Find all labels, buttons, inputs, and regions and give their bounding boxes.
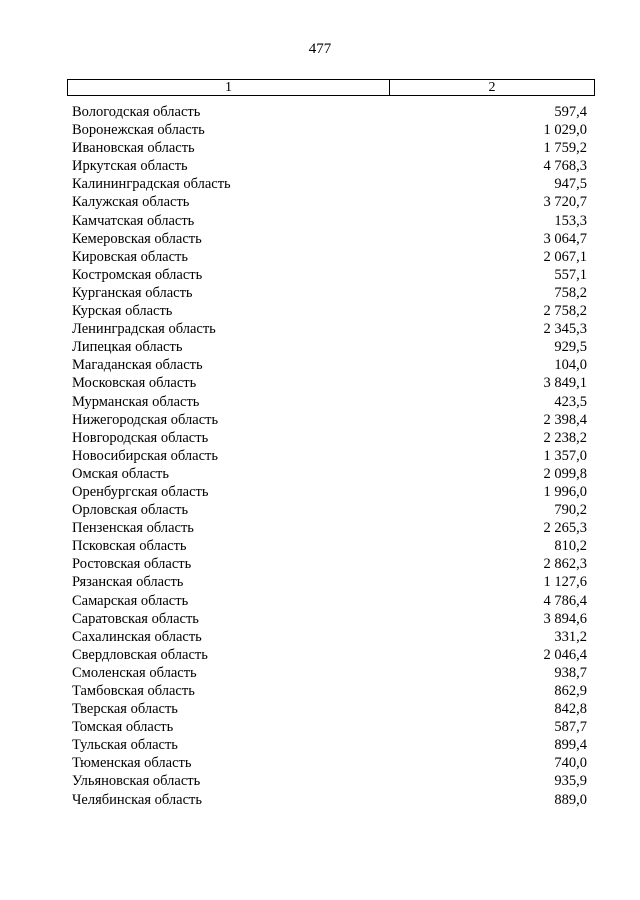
table-row <box>0 519 640 537</box>
table-row <box>0 320 640 338</box>
table-row <box>0 718 640 736</box>
region-value: 2 345,3 <box>543 321 587 338</box>
table-row <box>0 483 640 501</box>
region-name: Курская область <box>72 303 173 320</box>
region-name: Московская область <box>72 375 197 392</box>
region-name: Омская область <box>72 465 169 482</box>
table-row <box>0 646 640 664</box>
table-row <box>0 266 640 284</box>
region-value: 889,0 <box>554 791 587 808</box>
region-name: Кемеровская область <box>72 230 202 247</box>
region-name: Самарская область <box>72 592 189 609</box>
region-name: Калужская область <box>72 194 190 211</box>
region-name: Сахалинская область <box>72 628 202 645</box>
table-row <box>0 736 640 754</box>
region-name: Тульская область <box>72 737 178 754</box>
region-name: Курганская область <box>72 284 193 301</box>
table-row <box>0 356 640 374</box>
table-row <box>0 248 640 266</box>
table-row <box>0 754 640 772</box>
table-row <box>0 772 640 790</box>
region-value: 557,1 <box>554 266 587 283</box>
table-row <box>0 555 640 573</box>
region-name: Смоленская область <box>72 664 197 681</box>
region-value: 2 046,4 <box>543 646 587 663</box>
region-name: Пензенская область <box>72 520 194 537</box>
region-value: 3 720,7 <box>543 194 587 211</box>
region-name: Томская область <box>72 719 174 736</box>
region-name: Воронежская область <box>72 122 205 139</box>
region-value: 1 127,6 <box>543 574 587 591</box>
region-name: Липецкая область <box>72 339 183 356</box>
region-name: Магаданская область <box>72 357 203 374</box>
table-row <box>0 664 640 682</box>
region-value: 331,2 <box>554 628 587 645</box>
region-name: Ростовская область <box>72 556 192 573</box>
region-value: 758,2 <box>554 284 587 301</box>
region-name: Иркутская область <box>72 158 188 175</box>
region-value: 2 862,3 <box>543 556 587 573</box>
table-row <box>0 374 640 392</box>
region-value: 935,9 <box>554 773 587 790</box>
region-name: Псковская область <box>72 538 187 555</box>
page-number: 477 <box>308 41 332 57</box>
region-name: Тамбовская область <box>72 683 195 699</box>
region-value: 4 768,3 <box>543 158 587 175</box>
table-body <box>0 103 640 809</box>
region-value: 2 099,8 <box>543 465 587 482</box>
region-value: 740,0 <box>554 755 587 772</box>
region-name: Ленинградская область <box>72 321 216 338</box>
region-name: Вологодская область <box>72 104 201 120</box>
region-name: Челябинская область <box>72 791 202 808</box>
region-name: Ульяновская область <box>72 773 201 790</box>
table-row <box>0 411 640 429</box>
table-row <box>0 537 640 555</box>
region-name: Кировская область <box>72 248 189 265</box>
table-row <box>0 501 640 519</box>
region-value: 3 064,7 <box>543 230 587 247</box>
region-name: Мурманская область <box>72 393 200 410</box>
region-name: Калининградская область <box>72 176 231 193</box>
region-value: 1 759,2 <box>543 140 587 157</box>
region-name: Оренбургская область <box>72 483 209 500</box>
region-name: Тверская область <box>72 701 178 718</box>
region-name: Нижегородская область <box>72 411 219 428</box>
region-value: 790,2 <box>554 502 587 519</box>
table-row <box>0 429 640 447</box>
region-value: 1 029,0 <box>543 122 587 139</box>
region-value: 862,9 <box>554 683 587 699</box>
region-value: 929,5 <box>554 339 587 356</box>
table-row <box>0 592 640 610</box>
region-name: Тюменская область <box>72 755 192 772</box>
table-row <box>0 230 640 248</box>
table-row <box>0 791 640 809</box>
table-row <box>0 284 640 302</box>
table-row <box>0 465 640 483</box>
region-value: 2 238,2 <box>543 429 587 446</box>
region-name: Новосибирская область <box>72 447 218 464</box>
table-row <box>0 610 640 628</box>
region-name: Саратовская область <box>72 610 199 627</box>
region-value: 2 067,1 <box>543 248 587 265</box>
region-value: 2 758,2 <box>543 303 587 320</box>
region-value: 423,5 <box>554 393 587 410</box>
region-value: 2 398,4 <box>543 411 587 428</box>
table-row <box>0 628 640 646</box>
region-name: Орловская область <box>72 502 189 519</box>
region-value: 2 265,3 <box>543 520 587 537</box>
table-row <box>0 103 640 121</box>
table-row <box>0 157 640 175</box>
region-name: Рязанская область <box>72 574 184 591</box>
region-value: 1 357,0 <box>543 447 587 464</box>
region-value: 104,0 <box>554 357 587 374</box>
region-name: Ивановская область <box>72 140 195 157</box>
table-row <box>0 193 640 211</box>
table-row <box>0 682 640 700</box>
table-row <box>0 121 640 139</box>
table-row <box>0 573 640 591</box>
region-value: 1 996,0 <box>543 483 587 500</box>
region-value: 587,7 <box>554 719 587 736</box>
table-row <box>0 175 640 193</box>
table-row <box>0 302 640 320</box>
table-row <box>0 700 640 718</box>
table-row <box>0 212 640 230</box>
table-row <box>0 393 640 411</box>
column-header-2: 2 <box>488 80 496 95</box>
table-header <box>67 79 595 96</box>
region-value: 597,4 <box>554 104 587 120</box>
region-value: 947,5 <box>554 176 587 193</box>
region-name: Камчатская область <box>72 212 195 229</box>
column-header-1: 1 <box>68 80 390 95</box>
region-value: 899,4 <box>554 737 587 754</box>
table-row <box>0 447 640 465</box>
region-name: Костромская область <box>72 266 203 283</box>
region-value: 938,7 <box>554 664 587 681</box>
table-row <box>0 338 640 356</box>
region-value: 842,8 <box>554 701 587 718</box>
region-name: Новгородская область <box>72 429 209 446</box>
region-value: 153,3 <box>554 212 587 229</box>
region-name: Свердловская область <box>72 646 208 663</box>
region-value: 810,2 <box>554 538 587 555</box>
region-value: 4 786,4 <box>543 592 587 609</box>
table-row <box>0 139 640 157</box>
region-value: 3 894,6 <box>543 610 587 627</box>
region-value: 3 849,1 <box>543 375 587 392</box>
